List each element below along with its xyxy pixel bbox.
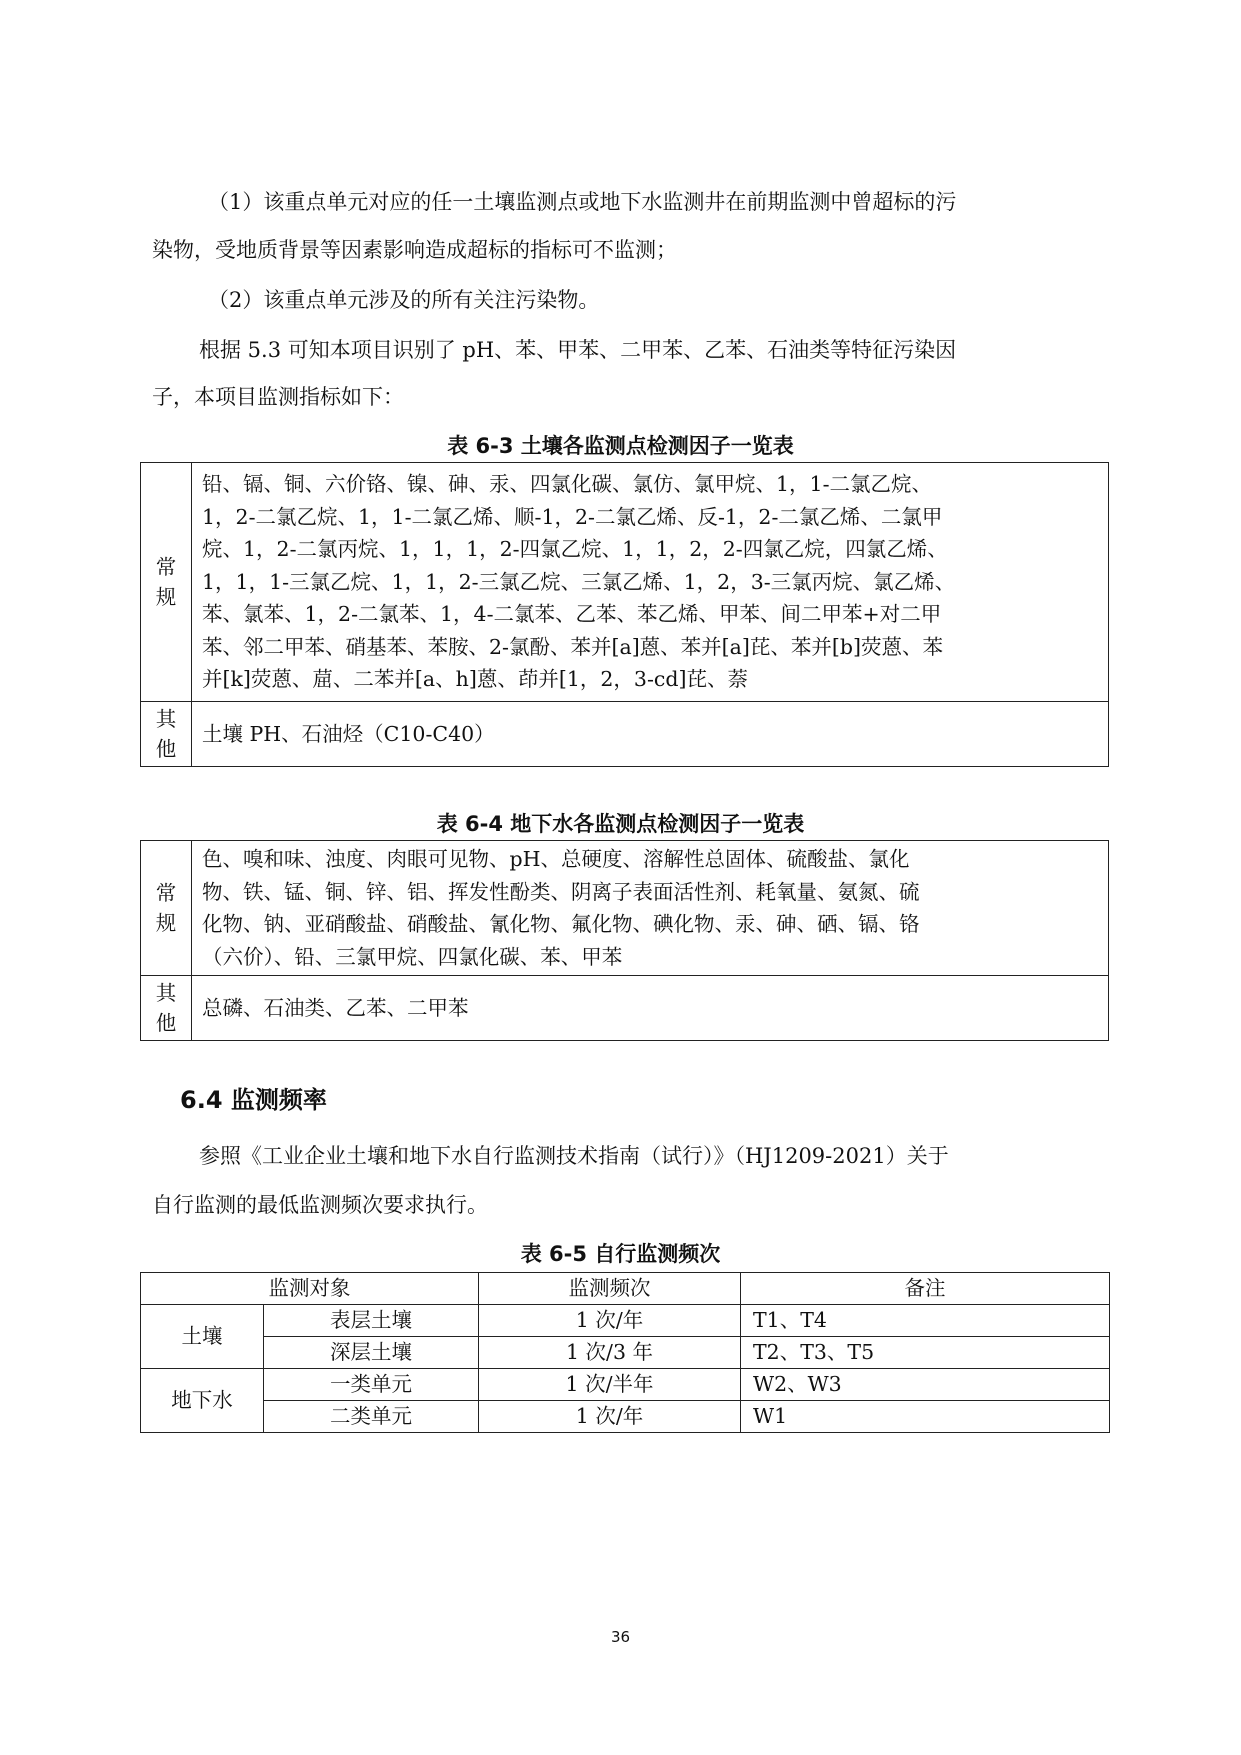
section-heading: 6.4 监测频率 xyxy=(180,1086,327,1114)
table-row xyxy=(141,1337,1110,1369)
cell-note: T1、T4 xyxy=(741,1305,1110,1337)
soil-factor-line: 并[k]荧蒽、䓛、二苯并[a、h]蒽、茚并[1，2，3-cd]芘、萘 xyxy=(202,667,748,692)
cell-frequency: 1 次/半年 xyxy=(479,1369,741,1401)
table-row xyxy=(141,702,1109,767)
table-header-row xyxy=(141,1273,1110,1305)
groundwater-factor-line: （六价）、铅、三氯甲烷、四氯化碳、苯、甲苯 xyxy=(202,944,623,969)
cell-frequency: 1 次/3 年 xyxy=(479,1337,741,1369)
soil-factor-line: 烷、1，2-二氯丙烷、1，1，1，2-四氯乙烷、1，1，2，2-四氯乙烷，四氯乙烯、 xyxy=(202,537,948,562)
groundwater-factor-line: 物、铁、锰、铜、锌、铝、挥发性酚类、阴离子表面活性剂、耗氧量、氨氮、硫 xyxy=(202,879,920,904)
header-frequency: 监测频次 xyxy=(479,1273,741,1305)
row-label-other: 其 他 xyxy=(141,976,192,1041)
cell-note: T2、T3、T5 xyxy=(741,1337,1110,1369)
table-6-5 xyxy=(140,1272,1110,1433)
table-row xyxy=(141,463,1109,702)
paragraph-reference: 参照《工业企业土壤和地下水自行监测技术指南（试行）》（HJ1209-2021）关于 xyxy=(199,1144,949,1168)
cell-frequency: 1 次/年 xyxy=(479,1305,741,1337)
soil-factor-line: 1，1，1-三氯乙烷、1，1，2-三氯乙烷、三氯乙烯、1，2，3-三氯丙烷、氯乙烯、 xyxy=(202,569,956,594)
cell-sub: 表层土壤 xyxy=(264,1305,479,1337)
table-row xyxy=(141,841,1109,976)
table-row xyxy=(141,1369,1110,1401)
cell-sub: 二类单元 xyxy=(264,1401,479,1433)
soil-factor-line: 铅、镉、铜、六价铬、镍、砷、汞、四氯化碳、氯仿、氯甲烷、1，1-二氯乙烷、 xyxy=(202,472,933,497)
page-number: 36 xyxy=(610,1628,631,1646)
paragraph-criterion-2: （2）该重点单元涉及的所有关注污染物。 xyxy=(208,288,600,312)
table-row xyxy=(141,1305,1110,1337)
row-label-other: 其 他 xyxy=(141,702,192,767)
table-6-3-caption: 表 6-3 土壤各监测点检测因子一览表 xyxy=(447,434,794,458)
group-soil: 土壤 xyxy=(141,1305,264,1369)
header-monitoring-object: 监测对象 xyxy=(141,1273,479,1305)
cell-frequency: 1 次/年 xyxy=(479,1401,741,1433)
groundwater-factor-line: 化物、钠、亚硝酸盐、硝酸盐、氰化物、氟化物、碘化物、汞、砷、硒、镉、铬 xyxy=(202,912,920,936)
paragraph-criterion-1-cont: 染物，受地质背景等因素影响造成超标的指标可不监测； xyxy=(152,238,677,262)
groundwater-other-factors: 总磷、石油类、乙苯、二甲苯 xyxy=(192,976,1109,1041)
cell-sub: 一类单元 xyxy=(264,1369,479,1401)
groundwater-regular-factors xyxy=(192,841,1109,976)
table-6-4 xyxy=(140,840,1109,1041)
soil-regular-factors xyxy=(192,463,1109,702)
group-groundwater: 地下水 xyxy=(141,1369,264,1433)
soil-factor-line: 苯、邻二甲苯、硝基苯、苯胺、2-氯酚、苯并[a]蒽、苯并[a]芘、苯并[b]荧蒽、苯 xyxy=(202,634,944,659)
groundwater-factor-line: 色、嗅和味、浊度、肉眼可见物、pH、总硬度、溶解性总固体、硫酸盐、氯化 xyxy=(202,847,910,871)
table-6-5-caption: 表 6-5 自行监测频次 xyxy=(520,1242,721,1266)
row-label-regular: 常 规 xyxy=(141,841,192,976)
paragraph-factors-intro: 根据 5.3 可知本项目识别了 pH、苯、甲苯、二甲苯、乙苯、石油类等特征污染因 xyxy=(199,338,957,362)
table-row xyxy=(141,1401,1110,1433)
row-label-regular: 常 规 xyxy=(141,463,192,702)
paragraph-criterion-1: （1）该重点单元对应的任一土壤监测点或地下水监测井在前期监测中曾超标的污 xyxy=(208,190,957,214)
cell-note: W2、W3 xyxy=(741,1369,1110,1401)
header-note: 备注 xyxy=(741,1273,1110,1305)
cell-note: W1 xyxy=(741,1401,1110,1433)
table-6-4-caption: 表 6-4 地下水各监测点检测因子一览表 xyxy=(436,812,805,836)
paragraph-factors-intro-cont: 子，本项目监测指标如下： xyxy=(152,385,404,409)
soil-factor-line: 苯、氯苯、1，2-二氯苯、1，4-二氯苯、乙苯、苯乙烯、甲苯、间二甲苯+对二甲 xyxy=(202,602,942,627)
soil-factor-line: 1，2-二氯乙烷、1，1-二氯乙烯、顺-1，2-二氯乙烯、反-1，2-二氯乙烯、二氯甲 xyxy=(202,504,943,529)
cell-sub: 深层土壤 xyxy=(264,1337,479,1369)
soil-other-factors: 土壤 PH、石油烃（C10-C40） xyxy=(192,702,1109,767)
table-6-3 xyxy=(140,462,1109,767)
table-row xyxy=(141,976,1109,1041)
paragraph-reference-cont: 自行监测的最低监测频次要求执行。 xyxy=(152,1193,488,1217)
